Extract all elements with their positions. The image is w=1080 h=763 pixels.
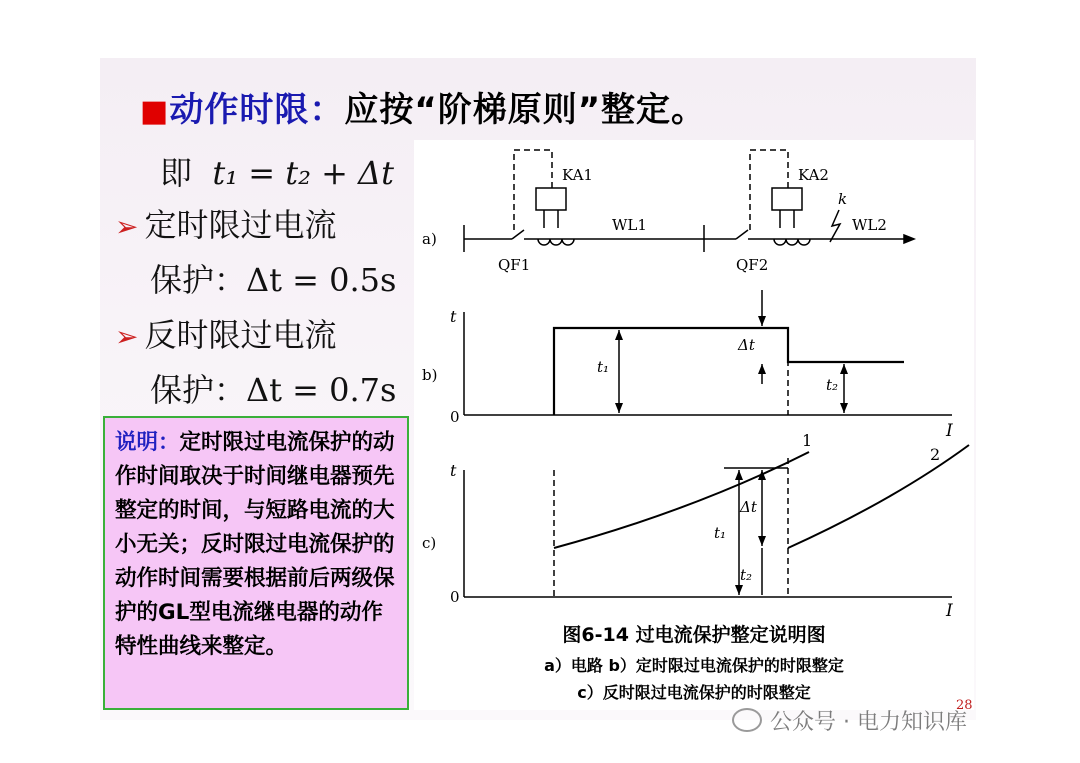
note-box	[103, 416, 409, 710]
formula-prefix: 即	[160, 154, 193, 192]
title-rest: 应按“阶梯原则”整定。	[344, 90, 707, 130]
relay-ka2-icon	[772, 188, 802, 210]
item-1-line2	[150, 255, 396, 301]
fault-label: k	[838, 190, 848, 208]
ct-ka2-icon	[774, 239, 810, 245]
arrowhead	[615, 330, 623, 340]
trip-link-2	[750, 150, 788, 230]
line-wl2-label: WL2	[852, 216, 887, 234]
panel-b-label: b)	[422, 366, 438, 384]
origin-b-label: 0	[450, 408, 460, 426]
arrowhead	[735, 585, 743, 595]
panel-a-label: a)	[422, 230, 437, 248]
item-2-line2	[150, 365, 396, 411]
arrowhead	[758, 316, 766, 326]
bullet-arrow-icon: ➢	[115, 210, 139, 243]
arrowhead	[735, 470, 743, 480]
curve-2-label: 2	[930, 445, 941, 464]
note-lead: 说明：	[115, 430, 180, 455]
axis-x-b-label: I	[946, 421, 953, 441]
caption-title: 图6-14 过电流保护整定说明图	[562, 624, 826, 646]
item-1-line1	[115, 200, 336, 246]
item-2-label: 保护：	[150, 371, 247, 409]
arrowhead	[758, 536, 766, 546]
curve-1	[554, 452, 809, 548]
breaker-qf2-icon	[736, 230, 748, 239]
trip-link-1	[514, 150, 552, 230]
item-2-line1	[115, 310, 336, 356]
title-lead: 动作时限：	[169, 90, 345, 130]
arrowhead	[615, 403, 623, 413]
watermark	[732, 705, 967, 736]
item-2-title: 反时限过电流	[144, 316, 337, 354]
curve-2	[788, 445, 969, 548]
line-wl1-label: WL1	[612, 216, 647, 234]
t1-b-label: t₁	[597, 358, 610, 376]
wechat-icon	[732, 708, 762, 732]
arrowhead	[840, 403, 848, 413]
caption-line3: c）反时限过电流保护的时限整定	[577, 683, 811, 702]
origin-c-label: 0	[450, 588, 460, 606]
item-1-label: 保护：	[150, 261, 247, 299]
breaker-qf1-label: QF1	[498, 256, 531, 274]
item-1-value: Δt = 0.5s	[246, 261, 397, 299]
title-bullet: ■	[140, 94, 170, 129]
watermark-text: 公众号 · 电力知识库	[770, 710, 967, 735]
formula-line	[160, 148, 394, 194]
t2-b-label: t₂	[826, 376, 839, 394]
figure-caption	[414, 620, 974, 703]
ct-ka1-icon	[538, 239, 574, 245]
axis-x-c-label: I	[946, 601, 953, 621]
relay-ka2-label: KA2	[798, 166, 829, 184]
relay-ka1-icon	[536, 188, 566, 210]
t1-c-label: t₁	[714, 524, 727, 542]
item-2-value: Δt = 0.7s	[246, 371, 397, 409]
arrowhead	[840, 364, 848, 374]
axis-y-b-label: t	[450, 307, 457, 326]
slide-title	[140, 82, 706, 131]
relay-ka1-label: KA1	[562, 166, 593, 184]
bullet-arrow-icon: ➢	[115, 320, 139, 353]
caption-line2: a）电路 b）定时限过电流保护的时限整定	[544, 656, 844, 675]
panel-c-label: c)	[422, 534, 437, 552]
t2-c-label: t₂	[740, 566, 753, 584]
formula-expr: t₁ = t₂ + Δt	[212, 154, 395, 192]
note-body: 定时限过电流保护的动作时间取决于时间继电器预先整定的时间，与短路电流的大小无关；反时限过电流保护的动作时间需要根据前后两级保护的GL型电流继电器的动作特性曲线来整定。	[115, 430, 395, 659]
dt-c-label: Δt	[740, 498, 757, 516]
fault-bolt-icon	[830, 210, 840, 242]
breaker-qf2-label: QF2	[736, 256, 769, 274]
curve-1-label: 1	[802, 431, 813, 450]
axis-y-c-label: t	[450, 461, 457, 480]
page-number: 28	[956, 698, 973, 713]
dt-b-label: Δt	[738, 336, 755, 354]
item-1-title: 定时限过电流	[144, 206, 337, 244]
arrowhead	[758, 364, 766, 374]
breaker-qf1-icon	[512, 230, 524, 239]
arrow-icon	[904, 235, 914, 243]
